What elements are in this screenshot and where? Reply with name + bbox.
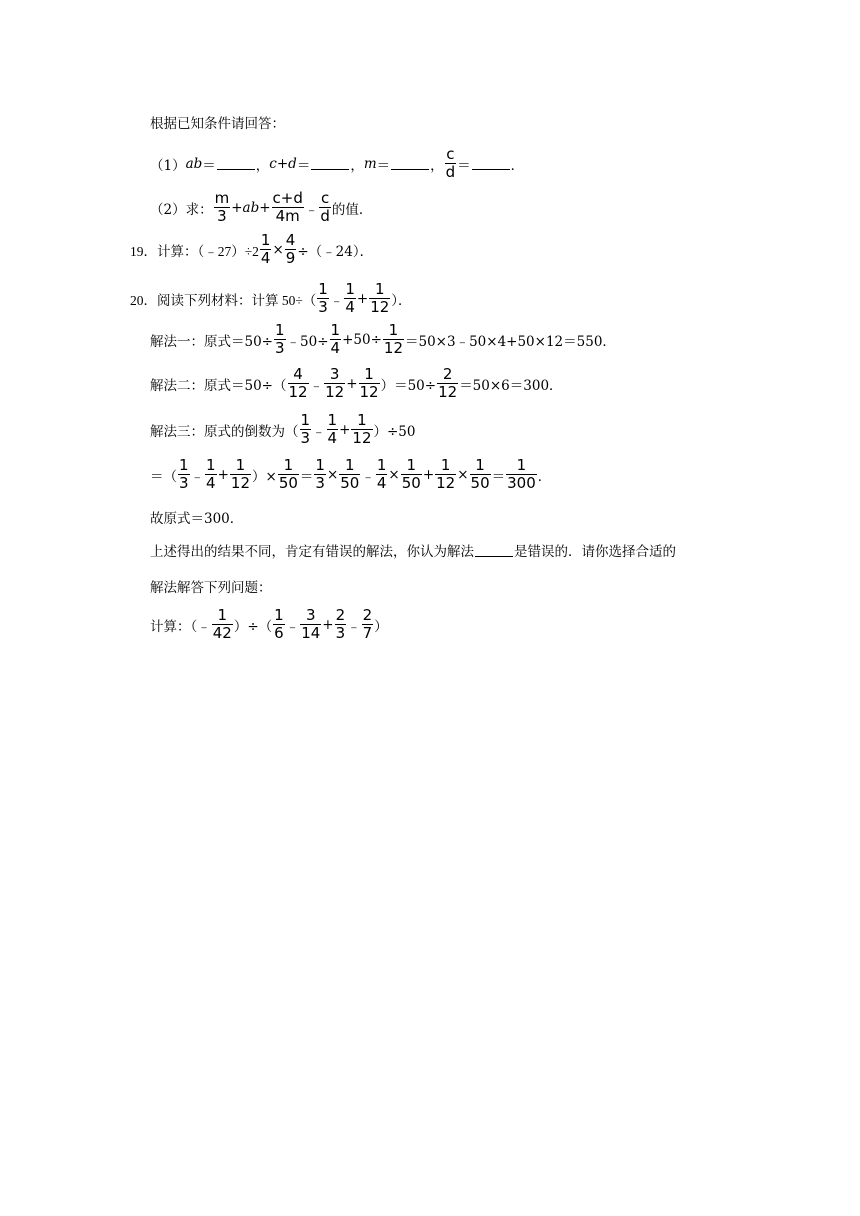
method-1: 解法一：原式＝50÷ $\frac{1}{3}$ ﹣50÷ $\frac{1}{4}$ +50÷ $\frac{1}{12}$ ＝50×3﹣50×4+50×12＝550．: [150, 321, 616, 357]
fraction-1-over-4: $\frac{1}{4}$: [206, 456, 216, 492]
calculation-problem: 计算：（﹣ $\frac{1}{42}$ ）÷（ $\frac{1}{6}$ ﹣ $\frac{3}{14}$ + $\frac{2}{3}$ ﹣ $\frac{2}{7}$ ）: [150, 606, 388, 642]
fraction-1-over-300: $\frac{1}{300}$: [507, 456, 536, 492]
fraction-1-over-12: $\frac{1}{12}$: [359, 365, 379, 401]
fraction-1-over-12: $\frac{1}{12}$: [230, 456, 250, 492]
fraction-c-over-d: $\frac{c}{d}$: [445, 145, 456, 181]
fraction-1-over-50: $\frac{1}{50}$: [401, 456, 421, 492]
method-2: 解法二：原式＝50÷（ $\frac{4}{12}$ ﹣ $\frac{3}{12}$ + $\frac{1}{12}$ ）＝50÷ $\frac{2}{12}$ ＝50×6＝300．: [150, 365, 563, 401]
method-3: 解法三：原式的倒数为（ $\frac{1}{3}$ ﹣ $\frac{1}{4}$ + $\frac{1}{12}$ ）÷50: [150, 411, 416, 447]
answer-blank[interactable]: [217, 157, 255, 170]
answer-blank[interactable]: [391, 157, 429, 170]
fraction-1-over-3: $\frac{1}{3}$: [179, 456, 189, 492]
fraction-4-over-9: $\frac{4}{9}$: [285, 231, 296, 267]
fraction-1-over-4: $\frac{1}{4}$: [345, 280, 355, 316]
conclusion-line-2: 解法解答下列问题：: [150, 580, 272, 596]
fraction-1-over-50: $\frac{1}{50}$: [470, 456, 490, 492]
fraction-1-over-12: $\frac{1}{12}$: [436, 456, 456, 492]
answer-blank[interactable]: [472, 157, 510, 170]
question-19: 19．计算：（﹣27）÷2 $\frac{1}{4}$ × $\frac{4}{9}$ ÷（﹣24）．: [130, 231, 374, 267]
fraction-1-over-3: $\frac{1}{3}$: [315, 456, 325, 492]
fraction-1-over-50: $\frac{1}{50}$: [340, 456, 360, 492]
method-3-expansion: ＝（ $\frac{1}{3}$ ﹣ $\frac{1}{4}$ + $\frac{1}{12}$ ）× $\frac{1}{50}$ ＝ $\frac{1}{3}$ × $\frac{1}{50}$ ﹣ $\frac{1}{4}$ × $\frac{1}{50}$ + $\frac{1}{12}$ × $\frac{1}{50}$ ＝ $\frac{1}{300}$ ．: [150, 456, 552, 492]
fraction-1-over-3: $\frac{1}{3}$: [318, 280, 328, 316]
fraction-2-over-7: $\frac{2}{7}$: [362, 606, 373, 642]
fraction-1-over-3: $\frac{1}{3}$: [300, 411, 311, 447]
fraction-3-over-12: $\frac{3}{12}$: [325, 365, 345, 401]
fraction-1-over-4: $\frac{1}{4}$: [260, 231, 271, 267]
fraction-1-over-50: $\frac{1}{50}$: [278, 456, 298, 492]
fraction-1-over-42: $\frac{1}{42}$: [212, 606, 232, 642]
fraction-3-over-14: $\frac{3}{14}$: [301, 606, 321, 642]
fraction-1-over-4: $\frac{1}{4}$: [330, 321, 341, 357]
fraction-1-over-6: $\frac{1}{6}$: [274, 606, 284, 642]
fraction-1-over-12: $\frac{1}{12}$: [370, 280, 390, 316]
fraction-1-over-12: $\frac{1}{12}$: [383, 321, 403, 357]
fraction-2-over-12: $\frac{2}{12}$: [438, 365, 458, 401]
intro-text: 根据已知条件请回答：: [150, 116, 285, 132]
fraction-m-over-3: $\frac{m}{3}$: [214, 189, 230, 225]
fraction-1-over-4: $\frac{1}{4}$: [327, 411, 338, 447]
question-20-header: 20．阅读下列材料：计算 50÷（ $\frac{1}{3}$ ﹣ $\frac{1}{4}$ + $\frac{1}{12}$ ）．: [130, 280, 412, 316]
conclusion-line-1: 上述得出的结果不同，肯定有错误的解法，你认为解法 是错误的．请你选择合适的: [150, 544, 676, 560]
answer-blank[interactable]: [311, 157, 349, 170]
therefore-line: 故原式＝300．: [150, 511, 244, 527]
fraction-2-over-3: $\frac{2}{3}$: [335, 606, 346, 642]
fraction-1-over-12: $\frac{1}{12}$: [352, 411, 372, 447]
fraction-1-over-3: $\frac{1}{3}$: [275, 321, 285, 357]
question-18-part-1: （1） ab ＝ ， c+d ＝ ， m ＝ ， $\frac{c}{d}$ ＝ ．: [150, 145, 525, 181]
fraction-4-over-12: $\frac{4}{12}$: [288, 365, 308, 401]
fraction-c-over-d: $\frac{c}{d}$: [320, 189, 330, 225]
answer-blank[interactable]: [475, 544, 513, 557]
question-18-part-2: （2）求： $\frac{m}{3}$ +ab+ $\frac{c+d}{4m}$ ﹣ $\frac{c}{d}$ 的值．: [150, 189, 373, 225]
fraction-1-over-4: $\frac{1}{4}$: [376, 456, 387, 492]
fraction-cd-over-4m: $\frac{c+d}{4m}$: [272, 189, 303, 225]
